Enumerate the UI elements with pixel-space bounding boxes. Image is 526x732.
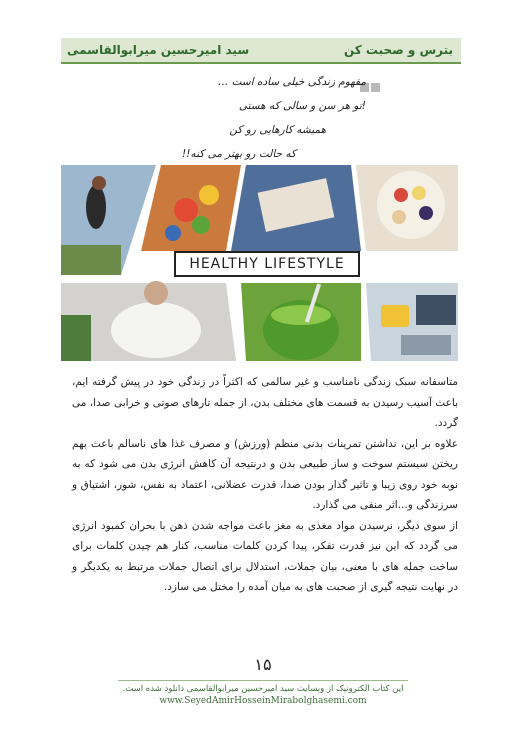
paragraph: علاوه بر این، نداشتن تمرینات بدنی منظم (ورزش) و مصرف غذا های ناسالم باعث بهم ریختن سیستم سوخت و ساز طبیعی بدن و درنتیجه آن کاهش انرژی بدن می شود که به نوبه خود روی زیبا و تاثیر گذار بودن صدا، قدرت عضلانی، اعتماد به نفس، شور، اشتیاق و سرزندگی و...اثر منفی می گذارد. [72,437,458,511]
page-footer [118,680,408,717]
paragraph: متاسفانه سبک زندگی نامناسب و غیر سالمی که اکثراً در زندگی خود در پیش گرفته ایم، باعث آسیب رسیدن به قسمت های مختلف بدن، از جمله تارهای صوتی و خرابی صدا، می گردد. [72,376,458,429]
body-text [72,372,458,598]
poem-line: همیشه کارهایی رو کن [229,124,326,136]
page-number: ۱۵ [254,655,272,674]
poem-line: که حالت رو بهتر می کنه!! [182,148,296,160]
healthy-lifestyle-collage [61,165,458,361]
footer-website-link[interactable]: www.SeyedAmirHosseinMirabolghasemi.com [159,696,367,706]
footer-notice: این کتاب الکترونیک از وبسایت سید امیرحسین میرابوالقاسمی دانلود شده است. [122,684,404,694]
book-title: بترس و صحبت کن [343,43,453,57]
healthy-lifestyle-banner [174,251,360,277]
page-header [61,38,461,64]
author-name: سید امیرحسین میرابوالقاسمی [67,43,250,57]
paragraph: از سوی دیگر، نرسیدن مواد مغذی به مغز باعث مواجه شدن ذهن با بحران کمبود انرژی می گردد که این نیز قدرت تفکر، پیدا کردن کلمات مناسب، کنار هم چیدن کلمات برای ساخت جمله های با معنی، بیان جملات، استدلال برای اتصال جملات مرتبط به یکدیگر و در نهایت نتیجه گیری از صحبت های به میان آمده را مختل می سازد. [72,519,458,593]
poem-line: !تو هر سن و سالی که هستی [238,100,366,112]
poem-line: مفهوم زندگی خیلی ساده است ... [218,76,366,88]
banner-text: HEALTHY LIFESTYLE [189,256,345,272]
